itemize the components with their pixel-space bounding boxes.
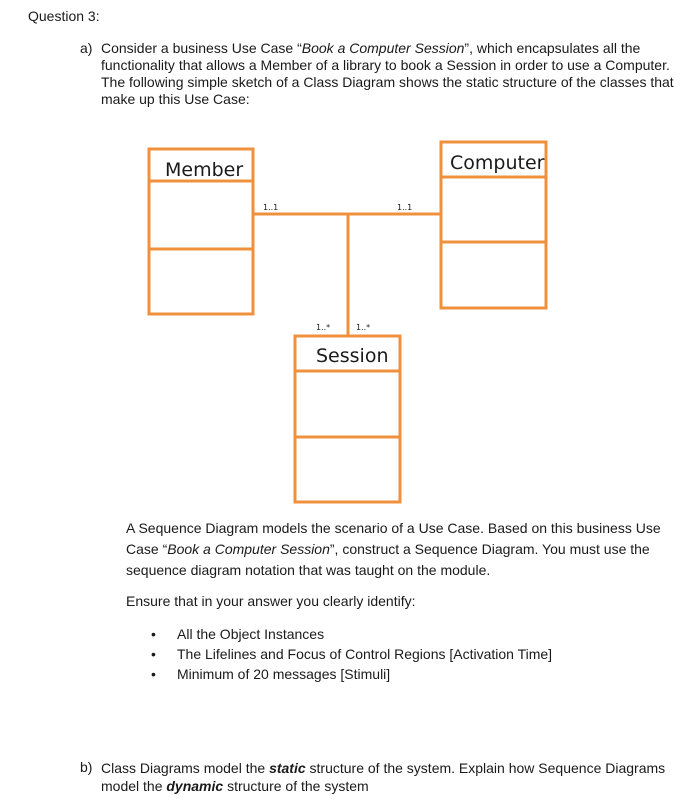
- requirements-list: [148, 624, 552, 684]
- part-a-intro-start: Consider a business Use Case “: [101, 40, 302, 56]
- ensure-instruction: Ensure that in your answer you clearly identify:: [126, 593, 416, 609]
- list-item-text: Minimum of 20 messages [Stimuli]: [177, 666, 391, 682]
- part-b-text-2: structure of the system. Explain how Sequence Diagrams model the: [101, 760, 666, 794]
- bullet-icon: •: [151, 666, 156, 682]
- bullet-icon: •: [151, 646, 156, 662]
- question-heading: Question 3:: [28, 8, 100, 24]
- part-a-intro-end: ”, which encapsulates all the functionality that allows a Member of a library to book a Session in order to use a Computer. The following simple sketch of a Class Diagram shows the static structure of the classes that make up this Use Case:: [101, 40, 674, 107]
- static-keyword: static: [269, 760, 306, 776]
- session-class-name: Session: [316, 345, 389, 367]
- list-item: [148, 624, 552, 644]
- diagram-strokes: [149, 142, 546, 502]
- member-class-name: Member: [165, 159, 244, 181]
- part-b-text-1: Class Diagrams model the: [101, 760, 270, 776]
- sequence-text-start: A Sequence Diagram models the scenario of a Use Case. Based on this business Use Case “: [126, 520, 661, 557]
- member-multiplicity: 1..1: [263, 203, 279, 212]
- computer-multiplicity: 1..1: [397, 203, 413, 212]
- part-b-question: [101, 759, 671, 795]
- sequence-instructions: [126, 518, 666, 581]
- list-item: [148, 664, 552, 684]
- computer-class-name: Computer: [450, 152, 545, 174]
- session-multiplicity-right: 1..*: [356, 323, 371, 332]
- part-a-label: a): [80, 40, 93, 56]
- bullet-icon: •: [151, 626, 156, 642]
- use-case-name: Book a Computer Session: [301, 40, 465, 56]
- part-b-label: b): [80, 759, 93, 775]
- session-multiplicity-left: 1..*: [316, 323, 331, 332]
- sequence-text-end: ”, construct a Sequence Diagram. You must use the sequence diagram notation that was taught on the module.: [126, 541, 650, 578]
- part-b-text-3: structure of the system: [223, 778, 369, 794]
- list-item: [148, 644, 552, 664]
- list-item-text: The Lifelines and Focus of Control Regions [Activation Time]: [177, 646, 553, 662]
- dynamic-keyword: dynamic: [166, 778, 224, 794]
- list-item-text: All the Object Instances: [177, 626, 325, 642]
- use-case-name-2: Book a Computer Session: [167, 541, 330, 557]
